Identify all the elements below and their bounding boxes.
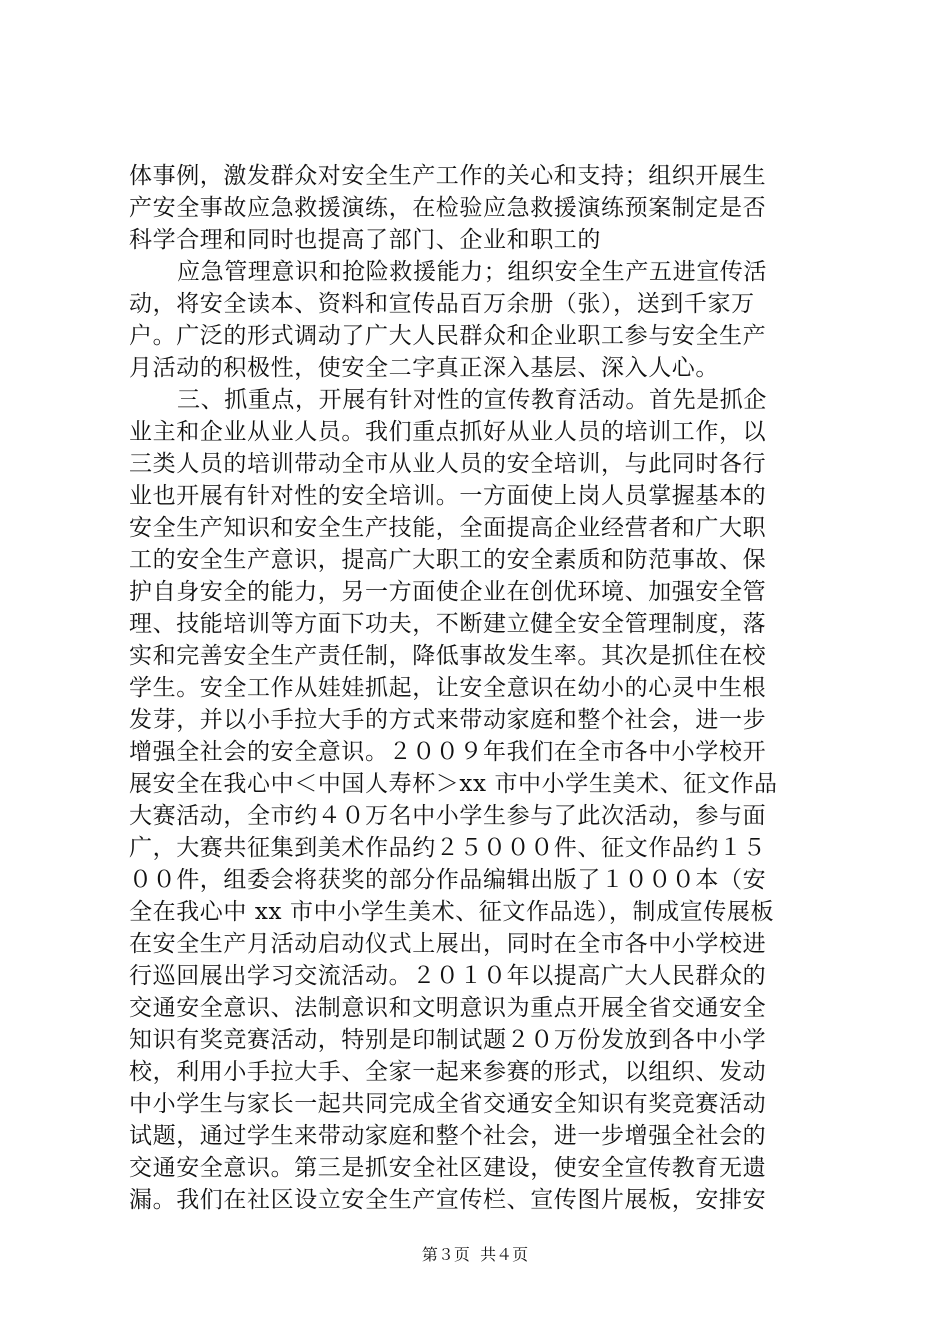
text-line: 展安全在我心中＜中国人寿杯＞xx 市中小学生美术、征文作品 — [129, 771, 778, 797]
text-line: 漏。我们在社区设立安全生产宣传栏、宣传图片展板，安排安 — [129, 1187, 767, 1213]
text-line: 护自身安全的能力，另一方面使企业在创优环境、加强安全管 — [129, 579, 767, 605]
text-line: 校，利用小手拉大手、全家一起来参赛的形式，以组织、发动 — [129, 1059, 767, 1085]
text-line: 全在我心中 xx 市中小学生美术、征文作品选），制成宣传展板 — [129, 899, 775, 925]
text-line: 学生。安全工作从娃娃抓起，让安全意识在幼小的心灵中生根 — [129, 675, 767, 701]
text-line: 产安全事故应急救援演练，在检验应急救援演练预案制定是否 — [129, 195, 767, 221]
text-line: 月活动的积极性，使安全二字真正深入基层、深入人心。 — [129, 355, 719, 381]
text-line: 中小学生与家长一起共同完成全省交通安全知识有奖竞赛活动 — [129, 1091, 767, 1117]
text-line: 实和完善安全生产责任制，降低事故发生率。其次是抓住在校 — [129, 643, 767, 669]
text-line: 户。广泛的形式调动了广大人民群众和企业职工参与安全生产 — [129, 323, 767, 349]
text-line: 动，将安全读本、资料和宣传品百万余册（张），送到千家万 — [129, 291, 755, 317]
text-line: 在安全生产月活动启动仪式上展出，同时在全市各中小学校进 — [129, 931, 767, 957]
text-line: 广，大赛共征集到美术作品约２５０００件、征文作品约１５ — [129, 835, 767, 861]
text-line: 三类人员的培训带动全市从业人员的安全培训，与此同时各行 — [129, 451, 767, 477]
text-line: 理、技能培训等方面下功夫，不断建立健全安全管理制度，落 — [129, 611, 767, 637]
text-line: 体事例，激发群众对安全生产工作的关心和支持；组织开展生 — [129, 163, 767, 189]
text-line: 工的安全生产意识，提高广大职工的安全素质和防范事故、保 — [129, 547, 767, 573]
text-line: 科学合理和同时也提高了部门、企业和职工的 — [129, 227, 601, 253]
text-line: 交通安全意识、法制意识和文明意识为重点开展全省交通安全 — [129, 995, 767, 1021]
paragraph-start-line: 三、抓重点，开展有针对性的宣传教育活动。首先是抓企 — [177, 387, 767, 413]
text-line: ００件，组委会将获奖的部分作品编辑出版了１０００本（安 — [129, 867, 767, 893]
body-text — [129, 160, 829, 1216]
text-line: 发芽，并以小手拉大手的方式来带动家庭和整个社会，进一步 — [129, 707, 767, 733]
text-line: 业主和企业从业人员。我们重点抓好从业人员的培训工作，以 — [129, 419, 767, 445]
text-line: 业也开展有针对性的安全培训。一方面使上岗人员掌握基本的 — [129, 483, 767, 509]
page-footer — [0, 1245, 950, 1265]
text-line: 交通安全意识。第三是抓安全社区建设，使安全宣传教育无遗 — [129, 1155, 767, 1181]
text-line: 知识有奖竞赛活动，特别是印制试题２０万份发放到各中小学 — [129, 1027, 767, 1053]
text-line: 试题，通过学生来带动家庭和整个社会，进一步增强全社会的 — [129, 1123, 767, 1149]
text-line: 安全生产知识和安全生产技能，全面提高企业经营者和广大职 — [129, 515, 767, 541]
text-line: 行巡回展出学习交流活动。２０１０年以提高广大人民群众的 — [129, 963, 767, 989]
paragraph-start-line: 应急管理意识和抢险救援能力；组织安全生产五进宣传活 — [177, 259, 767, 285]
text-line: 增强全社会的安全意识。２００９年我们在全市各中小学校开 — [129, 739, 767, 765]
text-line: 大赛活动，全市约４０万名中小学生参与了此次活动，参与面 — [129, 803, 767, 829]
page-indicator: 第３页 共４页 — [421, 1245, 529, 1264]
